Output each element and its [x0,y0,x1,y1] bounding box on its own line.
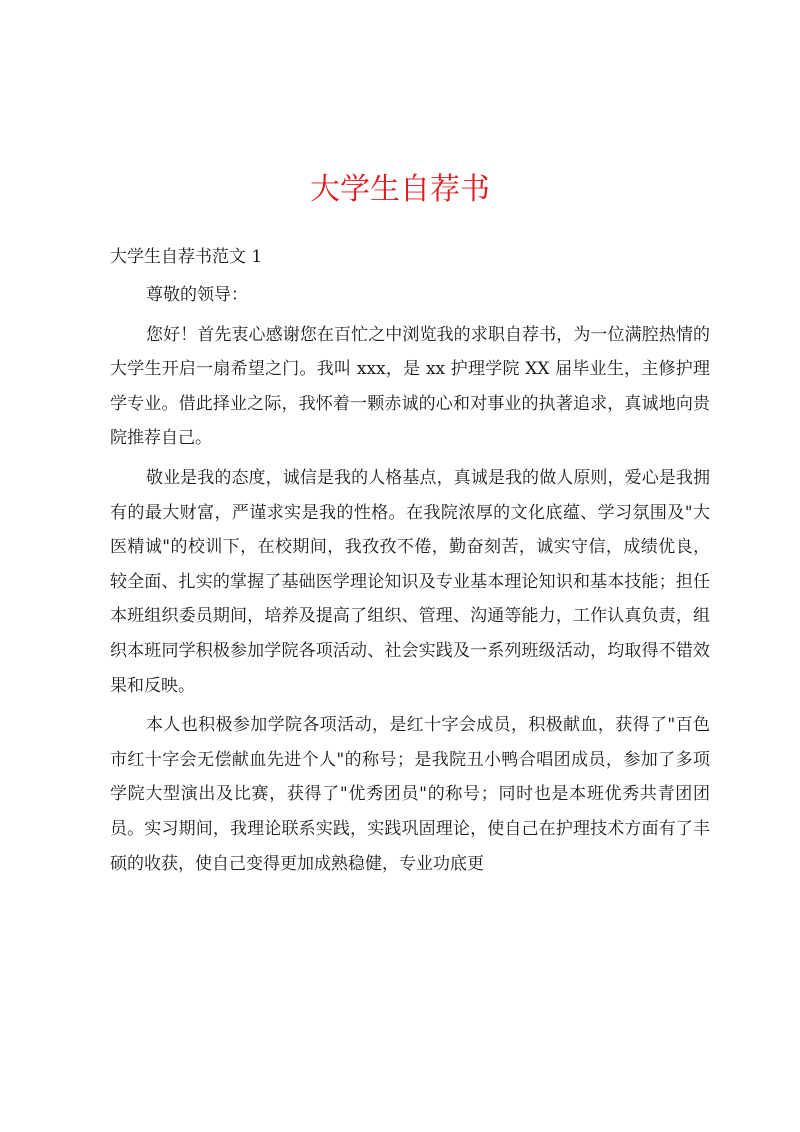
paragraph-character: 敬业是我的态度，诚信是我的人格基点，真诚是我的做人原则，爱心是我拥有的最大财富，严谨求实是我的性格。在我院浓厚的文化底蕴、学习氛围及"大医精诚"的校训下，在校期间，我孜孜不倦，勤奋刻苦，诚实守信，成绩优良，较全面、扎实的掌握了基础医学理论知识及专业基本理论知识和基本技能；担任本班组织委员期间，培养及提高了组织、管理、沟通等能力，工作认真负责，组织本班同学积极参加学院各项活动、社会实践及一系列班级活动，均取得不错效果和反映。 [110,467,710,696]
paragraph-intro: 您好！首先衷心感谢您在百忙之中浏览我的求职自荐书，为一位满腔热情的大学生开启一扇希望之门。我叫 xxx，是 xx 护理学院 XX 届毕业生，主修护理学专业。借此择业之际，我怀着一颗赤诚的心和对事业的执著追求，真诚地向贵院推荐自己。 [110,324,710,449]
document-body [110,240,710,886]
salutation: 尊敬的领导： [146,285,248,305]
paragraph-activities: 本人也积极参加学院各项活动，是红十字会成员，积极献血，获得了"百色市红十字会无偿献血先进个人"的称号；是我院丑小鸭合唱团成员，参加了多项学院大型演出及比赛，获得了"优秀团员"的称号；同时也是本班优秀共青团团员。实习期间，我理论联系实践，实践巩固理论，使自己在护理技术方面有了丰硕的收获，使自己变得更加成熟稳健，专业功底更 [110,715,710,874]
document-subtitle: 大学生自荐书范文 1 [110,247,263,267]
document-title: 大学生自荐书 [310,172,490,207]
